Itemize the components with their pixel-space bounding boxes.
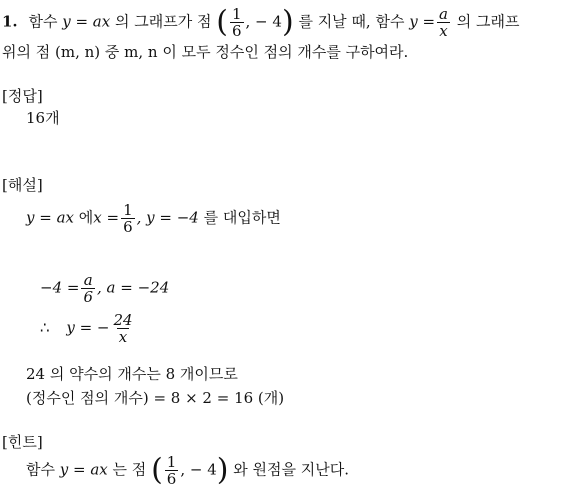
problem-line-1 [2, 6, 520, 39]
solution-substitute-text: 를 대입하면 [203, 208, 281, 227]
fraction-denominator: 6 [83, 288, 93, 306]
problem-intro: 함수 [28, 12, 58, 31]
solution-fraction-24-x [111, 312, 134, 345]
problem-text-3: 의 그래프 [456, 12, 520, 31]
answer-header: [정답] [2, 87, 43, 105]
answer-value: 16개 [26, 109, 60, 127]
open-paren: ( [151, 452, 163, 488]
solution-fraction-1-6 [121, 202, 135, 235]
solution-a-value: , a = −24 [97, 278, 170, 297]
solution-line-5: (정수인 점의 개수) = 8 × 2 = 16 (개) [26, 389, 285, 407]
problem-line-2: 위의 점 (m, n) 중 m, n 이 모두 정수인 점의 개수를 구하여라. [2, 43, 409, 61]
problem-fraction-a-over-x [437, 6, 450, 39]
solution-equation: y = ax [26, 208, 74, 227]
fraction-denominator: x [439, 22, 448, 40]
solution-y-equals: , y = −4 [136, 208, 199, 227]
solution-text-e: 에 [78, 208, 94, 227]
hint-mid: 는 점 [112, 460, 147, 479]
close-paren: ) [281, 4, 294, 40]
solution-header: [해설] [2, 176, 43, 194]
solution-fraction-a-6 [81, 272, 95, 305]
problem-equation-2-lhs: y = [409, 12, 436, 31]
solution-line-1 [26, 202, 281, 235]
problem-number: 1. [2, 12, 18, 31]
hint-equation: y = ax [59, 460, 108, 479]
problem-point-y: , − 4 [245, 12, 282, 31]
fraction-denominator: x [118, 328, 128, 346]
fraction-numerator: 1 [123, 201, 133, 219]
fraction-denominator: 6 [166, 470, 177, 488]
fraction-numerator: 1 [166, 453, 177, 471]
solution-line-2 [40, 272, 169, 305]
solution-lhs: −4 = [40, 278, 80, 297]
fraction-numerator: 1 [231, 5, 242, 23]
hint-line [26, 454, 349, 487]
fraction-denominator: 6 [123, 218, 133, 236]
problem-equation-1: y = ax [62, 12, 111, 31]
solution-x-equals: x = [93, 208, 120, 227]
hint-pre: 함수 [26, 460, 55, 479]
problem-text-1: 의 그래프가 점 [114, 12, 212, 31]
open-paren: ( [216, 4, 228, 40]
hint-fraction-1-6 [165, 454, 179, 487]
hint-end: 와 원점을 지난다. [233, 460, 349, 479]
fraction-numerator: 24 [113, 311, 133, 329]
close-paren: ) [216, 452, 229, 488]
solution-y-lhs: y = − [66, 318, 110, 337]
therefore-symbol: ∴ [40, 318, 50, 337]
solution-line-3 [40, 312, 137, 345]
fraction-numerator: a [83, 271, 93, 289]
problem-fraction-x [230, 6, 244, 39]
hint-header: [힌트] [2, 433, 43, 451]
solution-line-4: 24 의 약수의 개수는 8 개이므로 [26, 365, 238, 383]
problem-text-2: 를 지날 때, 함수 [298, 12, 405, 31]
fraction-denominator: 6 [231, 22, 242, 40]
hint-point-y: , − 4 [180, 460, 217, 479]
fraction-numerator: a [439, 5, 448, 23]
